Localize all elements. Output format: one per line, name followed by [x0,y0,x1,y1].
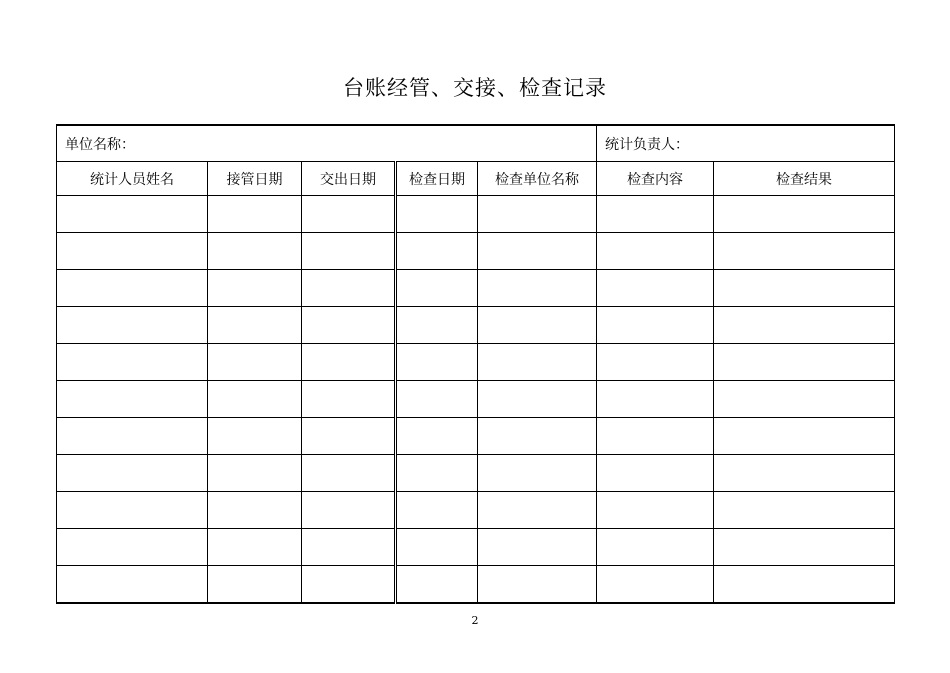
table-cell[interactable] [597,529,714,566]
table-cell[interactable] [478,270,597,307]
table-cell[interactable] [208,270,302,307]
table-cell[interactable] [302,381,396,418]
table-cell[interactable] [57,529,208,566]
stat-responsible-cell [597,125,895,162]
table-cell[interactable] [714,344,895,381]
table-cell[interactable] [396,344,478,381]
table-row [57,566,895,604]
table-cell[interactable] [208,307,302,344]
table-row [57,270,895,307]
table-row [57,529,895,566]
table-cell[interactable] [478,566,597,604]
table-cell[interactable] [478,381,597,418]
table-cell[interactable] [714,566,895,604]
table-cell[interactable] [478,344,597,381]
table-cell[interactable] [302,566,396,604]
table-cell[interactable] [597,270,714,307]
table-cell[interactable] [597,344,714,381]
table-cell[interactable] [478,233,597,270]
column-header: 交出日期 [302,162,396,196]
table-cell[interactable] [396,418,478,455]
table-cell[interactable] [208,566,302,604]
table-row [57,344,895,381]
unit-name-label: 单位名称： [65,136,135,153]
table-cell[interactable] [597,566,714,604]
table-cell[interactable] [57,270,208,307]
table-cell[interactable] [597,233,714,270]
table-cell[interactable] [302,492,396,529]
header-row [57,162,895,196]
page-number: 2 [471,614,479,627]
table-cell[interactable] [57,418,208,455]
table-cell[interactable] [396,270,478,307]
table-cell[interactable] [57,381,208,418]
column-header: 检查日期 [396,162,478,196]
column-header: 检查结果 [714,162,895,196]
table-cell[interactable] [208,344,302,381]
info-row [57,125,895,162]
table-cell[interactable] [478,529,597,566]
table-cell[interactable] [57,492,208,529]
table-cell[interactable] [208,418,302,455]
table-cell[interactable] [208,492,302,529]
table-cell[interactable] [396,455,478,492]
table-cell[interactable] [208,381,302,418]
table-cell[interactable] [396,196,478,233]
table-cell[interactable] [597,455,714,492]
table-cell[interactable] [208,529,302,566]
table-cell[interactable] [396,492,478,529]
table-cell[interactable] [57,344,208,381]
table-row [57,381,895,418]
table-cell[interactable] [396,233,478,270]
table-cell[interactable] [302,344,396,381]
table-cell[interactable] [302,529,396,566]
table-cell[interactable] [57,233,208,270]
ledger-table [56,124,895,604]
unit-name-cell [57,125,597,162]
column-header: 检查内容 [597,162,714,196]
table-row [57,196,895,233]
table-cell[interactable] [302,307,396,344]
table-cell[interactable] [396,381,478,418]
document-title: 台账经管、交接、检查记录 [343,76,607,100]
table-cell[interactable] [208,196,302,233]
table-row [57,492,895,529]
table-cell[interactable] [302,233,396,270]
table-cell[interactable] [57,455,208,492]
table-cell[interactable] [597,381,714,418]
table-cell[interactable] [302,455,396,492]
table-cell[interactable] [597,492,714,529]
table-cell[interactable] [714,233,895,270]
table-cell[interactable] [714,196,895,233]
table-cell[interactable] [714,492,895,529]
table-cell[interactable] [714,529,895,566]
table-cell[interactable] [302,196,396,233]
table-cell[interactable] [57,196,208,233]
table-cell[interactable] [396,307,478,344]
table-cell[interactable] [714,381,895,418]
table-cell[interactable] [597,418,714,455]
stat-responsible-label: 统计负责人： [605,136,690,153]
table-cell[interactable] [597,307,714,344]
table-row [57,418,895,455]
table-cell[interactable] [714,307,895,344]
column-header: 接管日期 [208,162,302,196]
table-cell[interactable] [714,455,895,492]
table-row [57,233,895,270]
column-header: 检查单位名称 [478,162,597,196]
column-header: 统计人员姓名 [57,162,208,196]
table-cell[interactable] [478,418,597,455]
table-cell[interactable] [208,233,302,270]
table-cell[interactable] [302,270,396,307]
table-cell[interactable] [208,455,302,492]
table-cell[interactable] [478,307,597,344]
table-cell[interactable] [57,566,208,604]
table-cell[interactable] [478,455,597,492]
table-cell[interactable] [396,566,478,604]
table-cell[interactable] [478,492,597,529]
table-cell[interactable] [396,529,478,566]
table-cell[interactable] [302,418,396,455]
table-cell[interactable] [597,196,714,233]
table-cell[interactable] [57,307,208,344]
table-cell[interactable] [478,196,597,233]
table-row [57,455,895,492]
table-cell[interactable] [714,418,895,455]
table-row [57,307,895,344]
table-cell[interactable] [714,270,895,307]
